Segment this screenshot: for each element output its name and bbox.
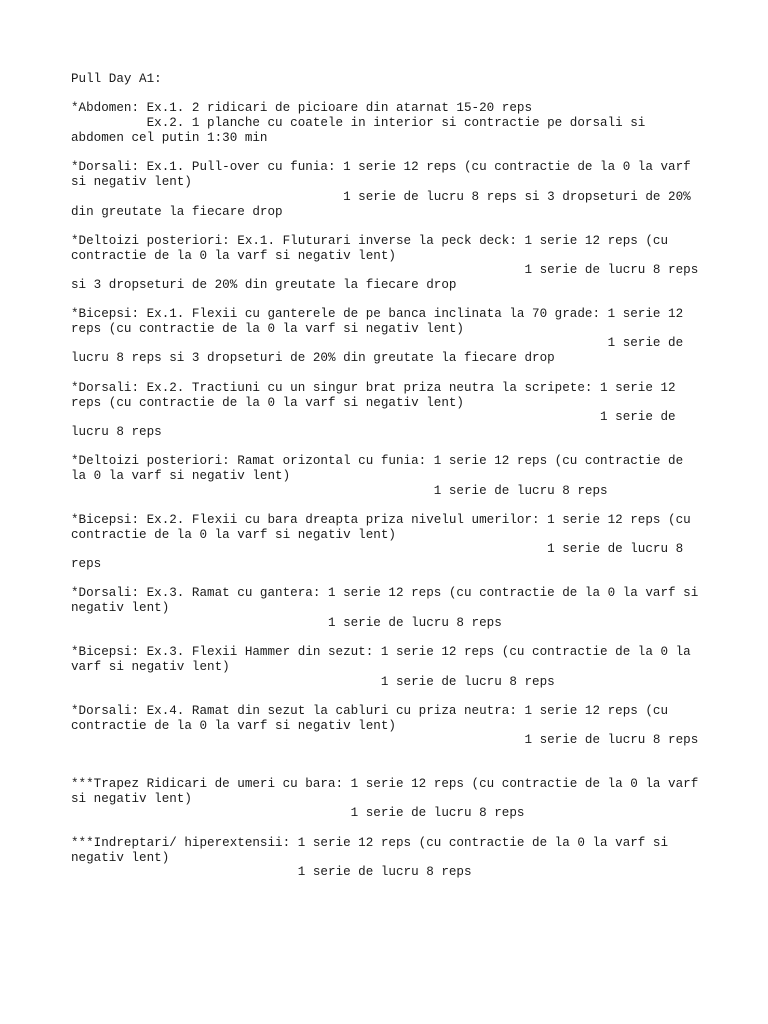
- text-line: *Dorsali: Ex.3. Ramat cu gantera: 1 serie 12 reps (cu contractie de la 0 la varf si: [71, 586, 699, 600]
- text-line: si negativ lent): [71, 792, 192, 806]
- text-line: reps (cu contractie de la 0 la varf si negativ lent): [71, 322, 464, 336]
- text-line: 1 serie de lucru 8 reps: [71, 263, 699, 277]
- text-line: 1 serie de lucru 8 reps: [71, 865, 472, 879]
- text-line: *Deltoizi posteriori: Ramat orizontal cu funia: 1 serie 12 reps (cu contractie de: [71, 454, 684, 468]
- text-line: lucru 8 reps si 3 dropseturi de 20% din greutate la fiecare drop: [71, 351, 555, 365]
- text-line: *Deltoizi posteriori: Ex.1. Fluturari inverse la peck deck: 1 serie 12 reps (cu: [71, 234, 669, 248]
- text-line: ***Trapez Ridicari de umeri cu bara: 1 serie 12 reps (cu contractie de la 0 la varf: [71, 777, 699, 791]
- text-line: 1 serie de: [71, 336, 684, 350]
- text-line: si 3 dropseturi de 20% din greutate la fiecare drop: [71, 278, 457, 292]
- text-line: *Dorsali: Ex.2. Tractiuni cu un singur brat priza neutra la scripete: 1 serie 12: [71, 381, 676, 395]
- text-line: 1 serie de lucru 8 reps: [71, 806, 525, 820]
- text-line: *Bicepsi: Ex.1. Flexii cu ganterele de pe banca inclinata la 70 grade: 1 serie 12: [71, 307, 684, 321]
- text-line: 1 serie de lucru 8 reps: [71, 616, 502, 630]
- document-title: Pull Day A1:: [71, 72, 162, 86]
- text-line: lucru 8 reps: [71, 425, 162, 439]
- text-line: Ex.2. 1 planche cu coatele in interior si contractie pe dorsali si: [71, 116, 646, 130]
- text-line: 1 serie de lucru 8 reps: [71, 675, 555, 689]
- text-line: 1 serie de: [71, 410, 676, 424]
- text-line: *Bicepsi: Ex.3. Flexii Hammer din sezut: 1 serie 12 reps (cu contractie de la 0 la: [71, 645, 691, 659]
- text-line: negativ lent): [71, 851, 170, 865]
- text-line: ***Indreptari/ hiperextensii: 1 serie 12 reps (cu contractie de la 0 la varf si: [71, 836, 669, 850]
- text-line: reps (cu contractie de la 0 la varf si negativ lent): [71, 396, 464, 410]
- text-line: reps: [71, 557, 102, 571]
- text-line: 1 serie de lucru 8 reps si 3 dropseturi de 20%: [71, 190, 691, 204]
- text-line: 1 serie de lucru 8: [71, 542, 684, 556]
- text-line: *Abdomen: Ex.1. 2 ridicari de picioare din atarnat 15-20 reps: [71, 101, 533, 115]
- text-line: din greutate la fiecare drop: [71, 205, 283, 219]
- text-line: *Dorsali: Ex.1. Pull-over cu funia: 1 serie 12 reps (cu contractie de la 0 la varf: [71, 160, 691, 174]
- text-line: varf si negativ lent): [71, 660, 230, 674]
- text-line: abdomen cel putin 1:30 min: [71, 131, 268, 145]
- text-line: contractie de la 0 la varf si negativ lent): [71, 719, 396, 733]
- text-line: *Bicepsi: Ex.2. Flexii cu bara dreapta priza nivelul umerilor: 1 serie 12 reps (cu: [71, 513, 691, 527]
- text-line: *Dorsali: Ex.4. Ramat din sezut la cabluri cu priza neutra: 1 serie 12 reps (cu: [71, 704, 669, 718]
- text-line: la 0 la varf si negativ lent): [71, 469, 291, 483]
- text-line: si negativ lent): [71, 175, 192, 189]
- text-line: contractie de la 0 la varf si negativ lent): [71, 528, 396, 542]
- text-line: negativ lent): [71, 601, 170, 615]
- text-line: 1 serie de lucru 8 reps: [71, 733, 699, 747]
- text-line: 1 serie de lucru 8 reps: [71, 484, 608, 498]
- text-line: contractie de la 0 la varf si negativ lent): [71, 249, 396, 263]
